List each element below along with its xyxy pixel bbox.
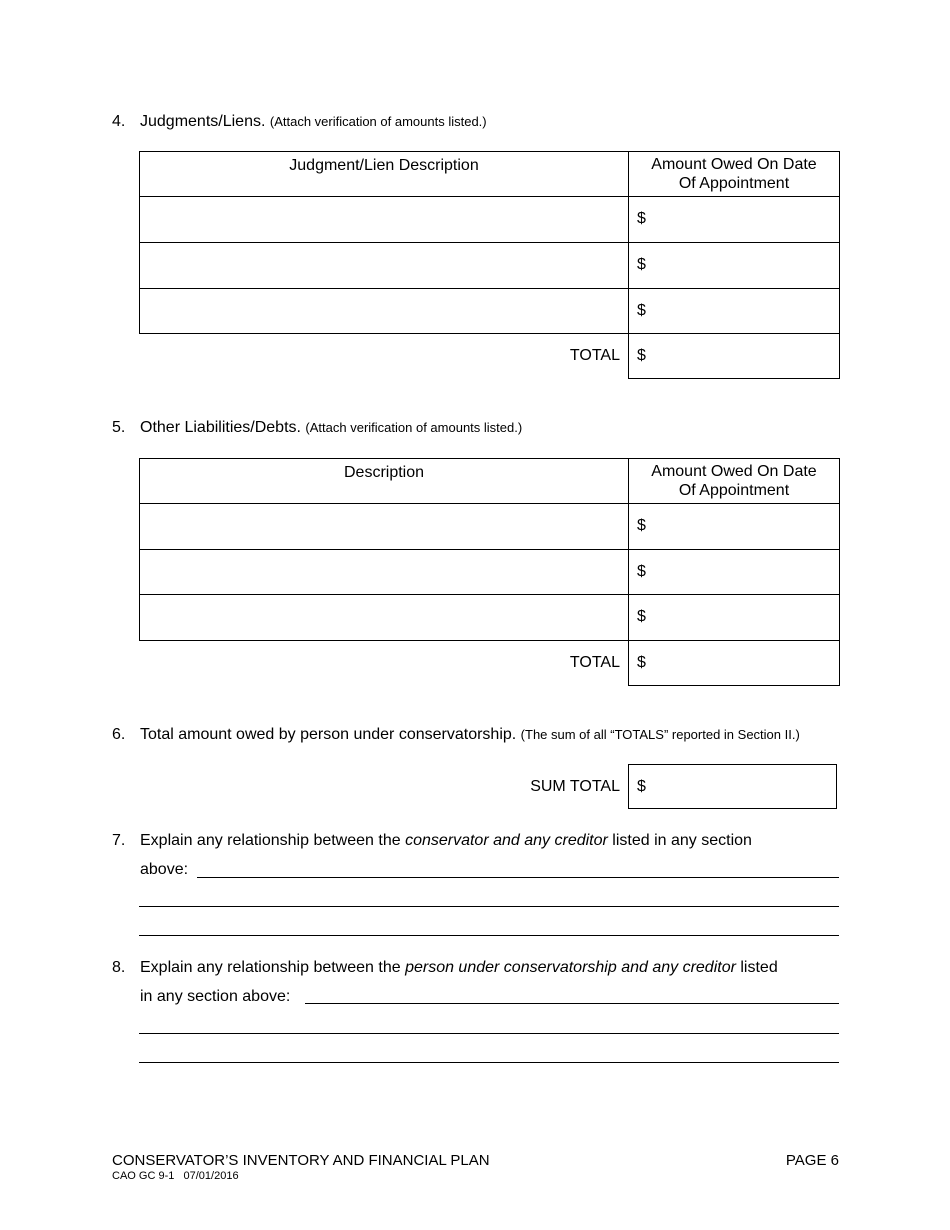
footer-form-code: CAO GC 9-1 07/01/2016	[112, 1170, 239, 1182]
liability-desc-cell-1[interactable]	[140, 504, 629, 550]
section-7-answer-line-3[interactable]	[139, 935, 839, 936]
judgment-total-amount[interactable]: $	[629, 334, 840, 379]
section-6-heading	[140, 726, 800, 744]
judgment-total-label: TOTAL	[140, 334, 629, 379]
judgment-desc-header: Judgment/Lien Description	[140, 152, 629, 197]
section-8-text: Explain any relationship between the person under conservatorship and any creditor listed	[140, 959, 778, 976]
section-6-title: Total amount owed by person under conservatorship.	[140, 726, 517, 743]
section-6-note: (The sum of all “TOTALS” reported in Section II.)	[520, 727, 800, 742]
section-4-number: 4.	[112, 113, 126, 130]
section-8-above-label: in any section above:	[140, 988, 291, 1005]
judgment-amount-cell-2[interactable]: $	[629, 243, 840, 289]
section-4-note: (Attach verification of amounts listed.)	[269, 114, 487, 129]
section-6-number: 6.	[112, 726, 126, 743]
section-5-heading	[140, 419, 522, 437]
section-8-italic: person under conservatorship and any creditor	[405, 959, 736, 976]
liability-desc-cell-3[interactable]	[140, 595, 629, 641]
section-7-italic: conservator and any creditor	[405, 832, 608, 849]
section-8-answer-line-2[interactable]	[139, 1033, 839, 1034]
liability-desc-cell-2[interactable]	[140, 550, 629, 595]
section-5-note: (Attach verification of amounts listed.)	[305, 420, 523, 435]
section-8-answer-line-1[interactable]	[305, 1003, 839, 1004]
judgments-table	[139, 151, 840, 379]
judgment-desc-cell-1[interactable]	[140, 197, 629, 243]
liabilities-table	[139, 458, 840, 686]
section-5-title: Other Liabilities/Debts.	[140, 419, 301, 436]
section-5-number: 5.	[112, 419, 126, 436]
sum-total-amount[interactable]: $	[628, 764, 837, 809]
footer-title: CONSERVATOR’S INVENTORY AND FINANCIAL PLAN	[112, 1152, 490, 1169]
section-7-above-label: above:	[140, 861, 189, 878]
footer-page-number: PAGE 6	[785, 1152, 839, 1169]
judgment-amount-cell-3[interactable]: $	[629, 289, 840, 334]
sum-total-label: SUM TOTAL	[530, 778, 620, 795]
liability-total-amount[interactable]: $	[629, 641, 840, 686]
section-4-title: Judgments/Liens.	[140, 113, 266, 130]
liability-amount-cell-2[interactable]: $	[629, 550, 840, 595]
section-8-number: 8.	[112, 959, 126, 976]
section-4-heading	[140, 113, 487, 131]
judgment-desc-cell-3[interactable]	[140, 289, 629, 334]
section-7-number: 7.	[112, 832, 126, 849]
liability-desc-header: Description	[140, 459, 629, 504]
judgment-amount-header: Amount Owed On Date Of Appointment	[629, 152, 840, 197]
liability-amount-header: Amount Owed On Date Of Appointment	[629, 459, 840, 504]
section-7-answer-line-2[interactable]	[139, 906, 839, 907]
liability-amount-cell-3[interactable]: $	[629, 595, 840, 641]
judgment-amount-cell-1[interactable]: $	[629, 197, 840, 243]
judgment-desc-cell-2[interactable]	[140, 243, 629, 289]
section-8-answer-line-3[interactable]	[139, 1062, 839, 1063]
liability-amount-cell-1[interactable]: $	[629, 504, 840, 550]
liability-total-label: TOTAL	[140, 641, 629, 686]
section-7-answer-line-1[interactable]	[197, 877, 839, 878]
section-7-text: Explain any relationship between the conservator and any creditor listed in any section	[140, 832, 752, 849]
